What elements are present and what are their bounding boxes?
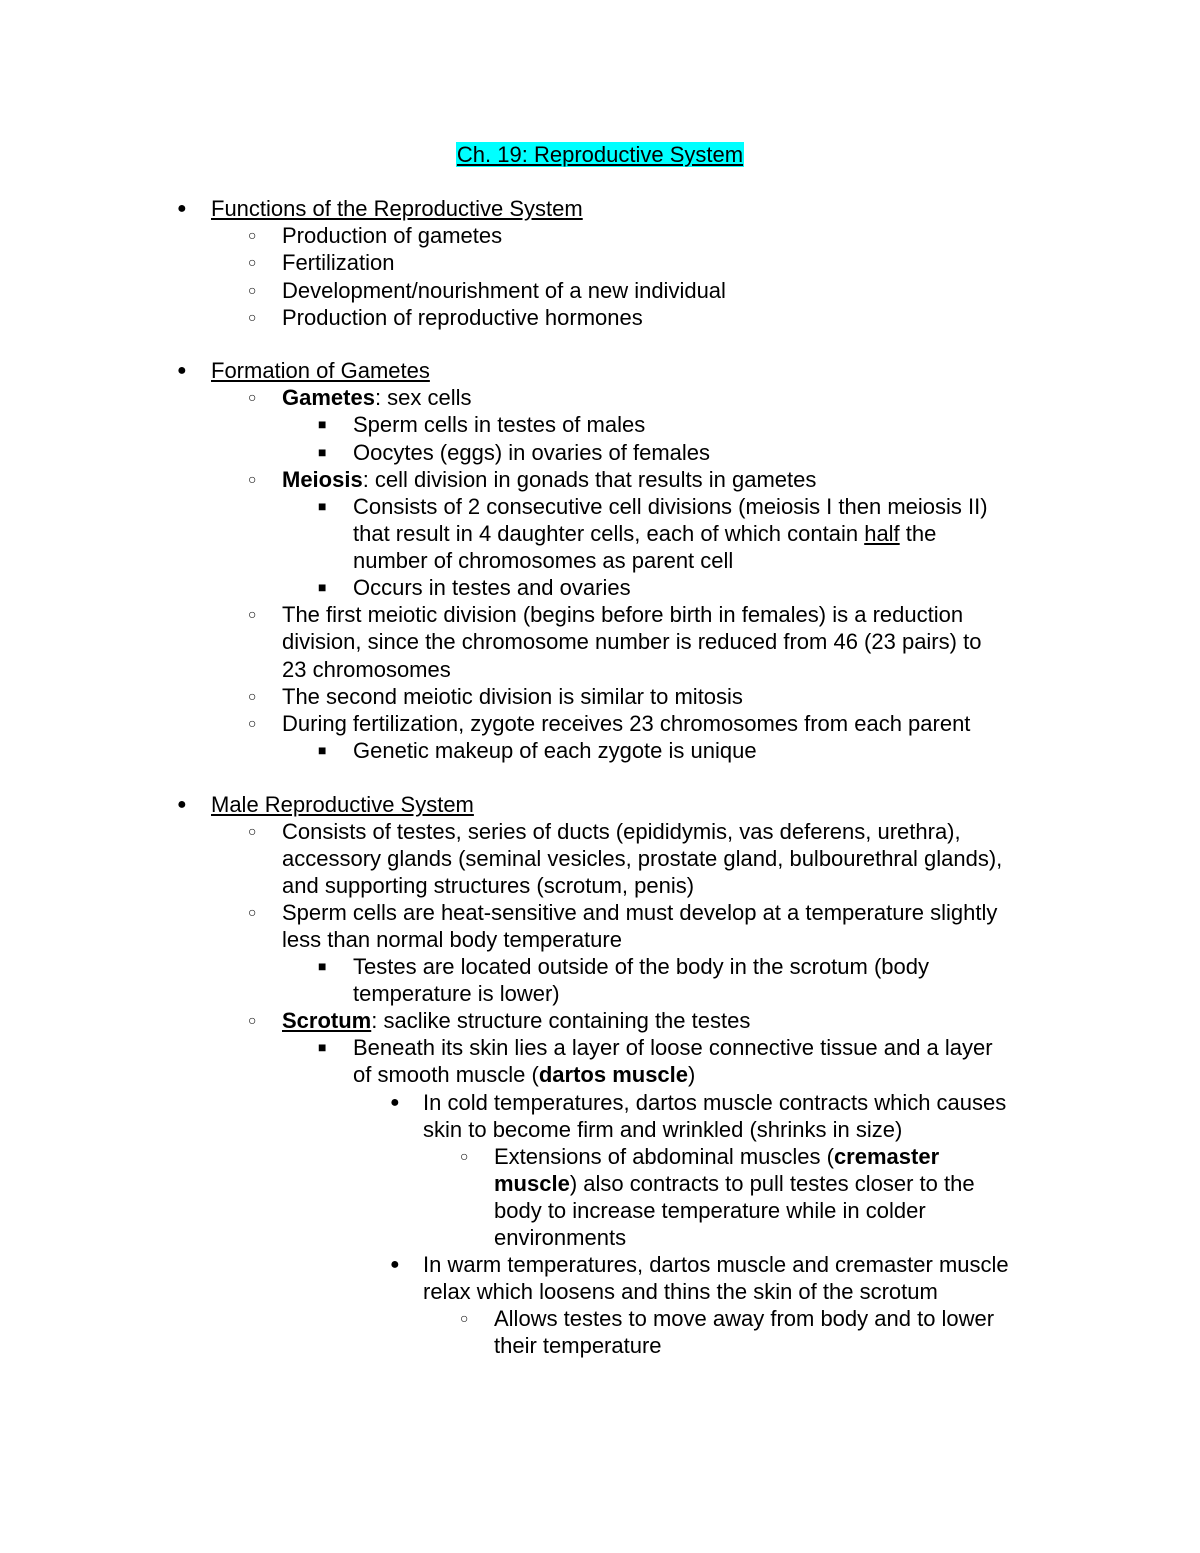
- list-item: During fertilization, zygote receives 23 chromosomes from each parent: [282, 711, 971, 736]
- text-run: that result in 4 daughter cells, each of which contain: [353, 521, 865, 546]
- bullet-circle: ○: [248, 254, 257, 270]
- list-item-continuation: [353, 1061, 695, 1088]
- bullet-circle: ○: [248, 227, 257, 243]
- bullet-square: ■: [318, 444, 327, 460]
- list-item: Beneath its skin lies a layer of loose connective tissue and a layer: [353, 1035, 993, 1060]
- bullet-circle: ○: [248, 1012, 257, 1028]
- list-item: The first meiotic division (begins before birth in females) is a reduction: [282, 602, 964, 627]
- list-item: [494, 1143, 939, 1170]
- text-run: ) also contracts to pull testes closer to the: [569, 1171, 975, 1196]
- bullet-circle: ○: [248, 309, 257, 325]
- list-item: In cold temperatures, dartos muscle contracts which causes: [423, 1090, 1007, 1115]
- list-item: Genetic makeup of each zygote is unique: [353, 738, 757, 763]
- text-run: Extensions of abdominal muscles (: [494, 1144, 834, 1169]
- list-item: Testes are located outside of the body in the scrotum (body: [353, 954, 929, 979]
- bullet-square: ■: [318, 579, 327, 595]
- list-item: Fertilization: [282, 250, 395, 275]
- list-item-continuation: body to increase temperature while in colder: [494, 1198, 926, 1223]
- term-scrotum: Scrotum: [282, 1008, 372, 1033]
- list-item: Allows testes to move away from body and to lower: [494, 1306, 995, 1331]
- term-dartos-muscle: dartos muscle: [538, 1062, 689, 1087]
- bullet-circle: ○: [248, 471, 257, 487]
- list-item-continuation: environments: [494, 1225, 627, 1250]
- list-item: Production of gametes: [282, 223, 503, 248]
- term-gametes: Gametes: [282, 385, 375, 410]
- list-item-continuation: accessory glands (seminal vesicles, prostate gland, bulbourethral glands),: [282, 846, 1003, 871]
- bullet-circle: ○: [248, 823, 257, 839]
- list-item: [282, 1007, 750, 1034]
- section-heading-functions: Functions of the Reproductive System: [211, 196, 583, 221]
- text-run: the: [899, 521, 937, 546]
- list-item: Consists of 2 consecutive cell divisions (meiosis I then meiosis II): [353, 494, 988, 519]
- list-item: Sperm cells in testes of males: [353, 412, 646, 437]
- bullet-circle: ○: [248, 715, 257, 731]
- list-item: [282, 466, 816, 493]
- bullet-disc: ●: [177, 362, 187, 379]
- list-item: Production of reproductive hormones: [282, 305, 643, 330]
- page-title-highlight: Ch. 19: Reproductive System: [456, 142, 744, 167]
- bullet-circle: ○: [248, 282, 257, 298]
- page-title: [0, 141, 1200, 168]
- bullet-square: ■: [318, 1039, 327, 1055]
- list-item-continuation: skin to become firm and wrinkled (shrinks in size): [423, 1117, 903, 1142]
- list-item: Sperm cells are heat-sensitive and must develop at a temperature slightly: [282, 900, 998, 925]
- bullet-square: ■: [318, 498, 327, 514]
- bullet-square: ■: [318, 742, 327, 758]
- list-item: The second meiotic division is similar to mitosis: [282, 684, 743, 709]
- list-item-continuation: less than normal body temperature: [282, 927, 622, 952]
- list-item: Consists of testes, series of ducts (epididymis, vas deferens, urethra),: [282, 819, 961, 844]
- bullet-circle: ○: [460, 1310, 469, 1326]
- bullet-disc: ●: [177, 796, 187, 813]
- bullet-circle: ○: [460, 1148, 469, 1164]
- section-heading-male: Male Reproductive System: [211, 792, 474, 817]
- text-run: ): [688, 1062, 696, 1087]
- list-item: In warm temperatures, dartos muscle and cremaster muscle: [423, 1252, 1009, 1277]
- definition-scrotum: : saclike structure containing the testes: [371, 1008, 751, 1033]
- list-item-continuation: 23 chromosomes: [282, 657, 451, 682]
- list-item-continuation: temperature is lower): [353, 981, 560, 1006]
- bullet-disc: ●: [177, 200, 187, 217]
- list-item-continuation: [353, 520, 936, 547]
- bullet-circle: ○: [248, 904, 257, 920]
- list-item: Occurs in testes and ovaries: [353, 575, 631, 600]
- section-heading-gametes: Formation of Gametes: [211, 358, 430, 383]
- text-run: of smooth muscle (: [353, 1062, 539, 1087]
- term-meiosis: Meiosis: [282, 467, 363, 492]
- definition-gametes: : sex cells: [374, 385, 472, 410]
- list-item-continuation: and supporting structures (scrotum, penis): [282, 873, 695, 898]
- bullet-disc: ●: [390, 1094, 400, 1111]
- bullet-circle: ○: [248, 688, 257, 704]
- list-item-continuation: [494, 1170, 975, 1197]
- list-item: [282, 384, 472, 411]
- term-muscle: muscle: [494, 1171, 570, 1196]
- bullet-square: ■: [318, 958, 327, 974]
- list-item-continuation: division, since the chromosome number is reduced from 46 (23 pairs) to: [282, 629, 982, 654]
- list-item: Oocytes (eggs) in ovaries of females: [353, 440, 711, 465]
- bullet-square: ■: [318, 416, 327, 432]
- list-item: Development/nourishment of a new individual: [282, 278, 726, 303]
- bullet-circle: ○: [248, 606, 257, 622]
- bullet-disc: ●: [390, 1256, 400, 1273]
- emphasis-half: half: [864, 521, 900, 546]
- list-item-continuation: their temperature: [494, 1333, 662, 1358]
- definition-meiosis: : cell division in gonads that results in gametes: [362, 467, 817, 492]
- bullet-circle: ○: [248, 389, 257, 405]
- term-cremaster: cremaster: [833, 1144, 940, 1169]
- list-item-continuation: relax which loosens and thins the skin of the scrotum: [423, 1279, 938, 1304]
- list-item-continuation: number of chromosomes as parent cell: [353, 548, 734, 573]
